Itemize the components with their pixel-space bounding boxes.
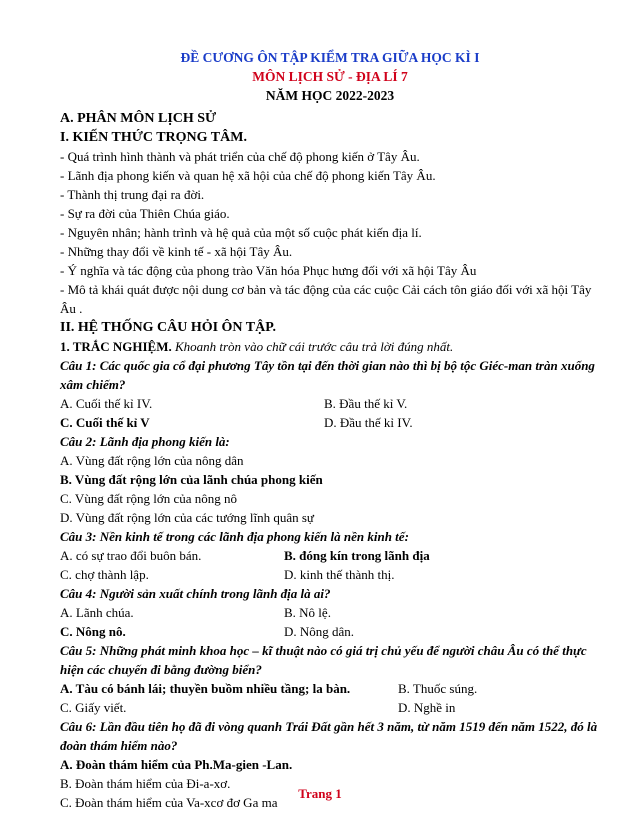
option-a: A. Lãnh chúa.: [60, 605, 134, 620]
option-d: D. Vùng đất rộng lớn của các tướng lĩnh quân sự: [60, 510, 314, 525]
option-a: A. Tàu có bánh lái; thuyền buồm nhiều tầng; la bàn.: [60, 681, 351, 696]
option-a: A. Đoàn thám hiểm của Ph.Ma-gien -Lan.: [60, 757, 293, 772]
document-title: ĐỀ CƯƠNG ÔN TẬP KIỂM TRA GIỮA HỌC KÌ I: [180, 50, 480, 65]
mc-heading-line: [60, 337, 600, 356]
option-b: B. Thuốc súng.: [398, 681, 478, 696]
question-5: Câu 5: Những phát minh khoa học – kĩ thuật nào có giá trị chủ yếu để người châu Âu có thể thực hiện các chuyến đi bằng đường biển?: [60, 643, 587, 677]
option-c: C. chợ thành lập.: [60, 567, 149, 582]
option-b: B. Đoàn thám hiểm của Đi-a-xơ.: [60, 776, 231, 791]
part1-heading: I. KIẾN THỨC TRỌNG TÂM.: [60, 130, 247, 145]
knowledge-item: - Quá trình hình thành và phát triển của chế độ phong kiến ở Tây Âu.: [60, 149, 420, 164]
question-3: Câu 3: Nền kinh tế trong các lãnh địa phong kiến là nền kinh tế:: [60, 529, 409, 544]
answer-row: [60, 622, 600, 641]
question-6: Câu 6: Lần đầu tiên họ đã đi vòng quanh Trái Đất gần hết 3 năm, từ năm 1519 đến năm 1522, đó là đoàn thám hiểm nào?: [60, 719, 598, 753]
answer-row: [60, 546, 600, 565]
option-c: C. Giấy viết.: [60, 700, 127, 715]
question-2: Câu 2: Lãnh địa phong kiến là:: [60, 434, 230, 449]
option-a: A. Vùng đất rộng lớn của nông dân: [60, 453, 244, 468]
answer-row: [60, 394, 600, 413]
option-d: D. Nông dân.: [284, 624, 355, 639]
option-a: A. Cuối thế kỉ IV.: [60, 396, 153, 411]
answer-row: [60, 603, 600, 622]
knowledge-item: - Thành thị trung đại ra đời.: [60, 187, 205, 202]
knowledge-item: - Những thay đổi về kinh tế - xã hội Tây Âu.: [60, 244, 293, 259]
document-subject: MÔN LỊCH SỬ - ĐỊA LÍ 7: [252, 69, 408, 84]
knowledge-item: - Nguyên nhân; hành trình và hệ quả của một số cuộc phát kiến địa lí.: [60, 225, 422, 240]
answer-row: [60, 565, 600, 584]
mc-instruction: Khoanh tròn vào chữ cái trước câu trả lời đúng nhất.: [174, 339, 454, 354]
knowledge-item: - Sự ra đời của Thiên Chúa giáo.: [60, 206, 230, 221]
mc-heading: 1. TRẮC NGHIỆM.: [60, 339, 172, 354]
option-d: D. Nghề in: [398, 700, 456, 715]
knowledge-item: - Mô tả khái quát được nội dung cơ bản và tác động của các cuộc Cải cách tôn giáo đối với xã hội Tây Âu .: [60, 282, 592, 316]
question-4: Câu 4: Người sản xuất chính trong lãnh địa là ai?: [60, 586, 331, 601]
option-a: A. có sự trao đổi buôn bán.: [60, 548, 202, 563]
option-b: B. Nô lệ.: [284, 605, 331, 620]
option-c: C. Cuối thế kỉ V: [60, 415, 150, 430]
document-year: NĂM HỌC 2022-2023: [265, 88, 395, 103]
page-number: Trang 1: [298, 786, 342, 801]
option-b: B. Đầu thế kỉ V.: [324, 396, 408, 411]
knowledge-item: - Ý nghĩa và tác động của phong trào Văn hóa Phục hưng đối với xã hội Tây Âu: [60, 263, 477, 278]
answer-row: [60, 413, 600, 432]
option-b: B. đóng kín trong lãnh địa: [284, 548, 430, 563]
section-a-heading: A. PHÂN MÔN LỊCH SỬ: [60, 111, 217, 126]
option-d: D. kinh thế thành thị.: [284, 567, 395, 582]
option-c: C. Nông nô.: [60, 624, 126, 639]
answer-row: [60, 698, 600, 717]
option-b: B. Vùng đất rộng lớn của lãnh chúa phong kiến: [60, 472, 323, 487]
part2-heading: II. HỆ THỐNG CÂU HỎI ÔN TẬP.: [60, 320, 277, 335]
question-1: Câu 1: Các quốc gia cổ đại phương Tây tồn tại đến thời gian nào thì bị bộ tộc Giéc-man tràn xuống xâm chiếm?: [60, 358, 595, 392]
answer-row: [60, 679, 600, 698]
option-c: C. Đoàn thám hiểm của Va-xcơ đơ Ga ma: [60, 795, 278, 810]
option-d: D. Đầu thế kỉ IV.: [324, 415, 413, 430]
option-c: C. Vùng đất rộng lớn của nông nô: [60, 491, 238, 506]
knowledge-item: - Lãnh địa phong kiến và quan hệ xã hội của chế độ phong kiến Tây Âu.: [60, 168, 436, 183]
